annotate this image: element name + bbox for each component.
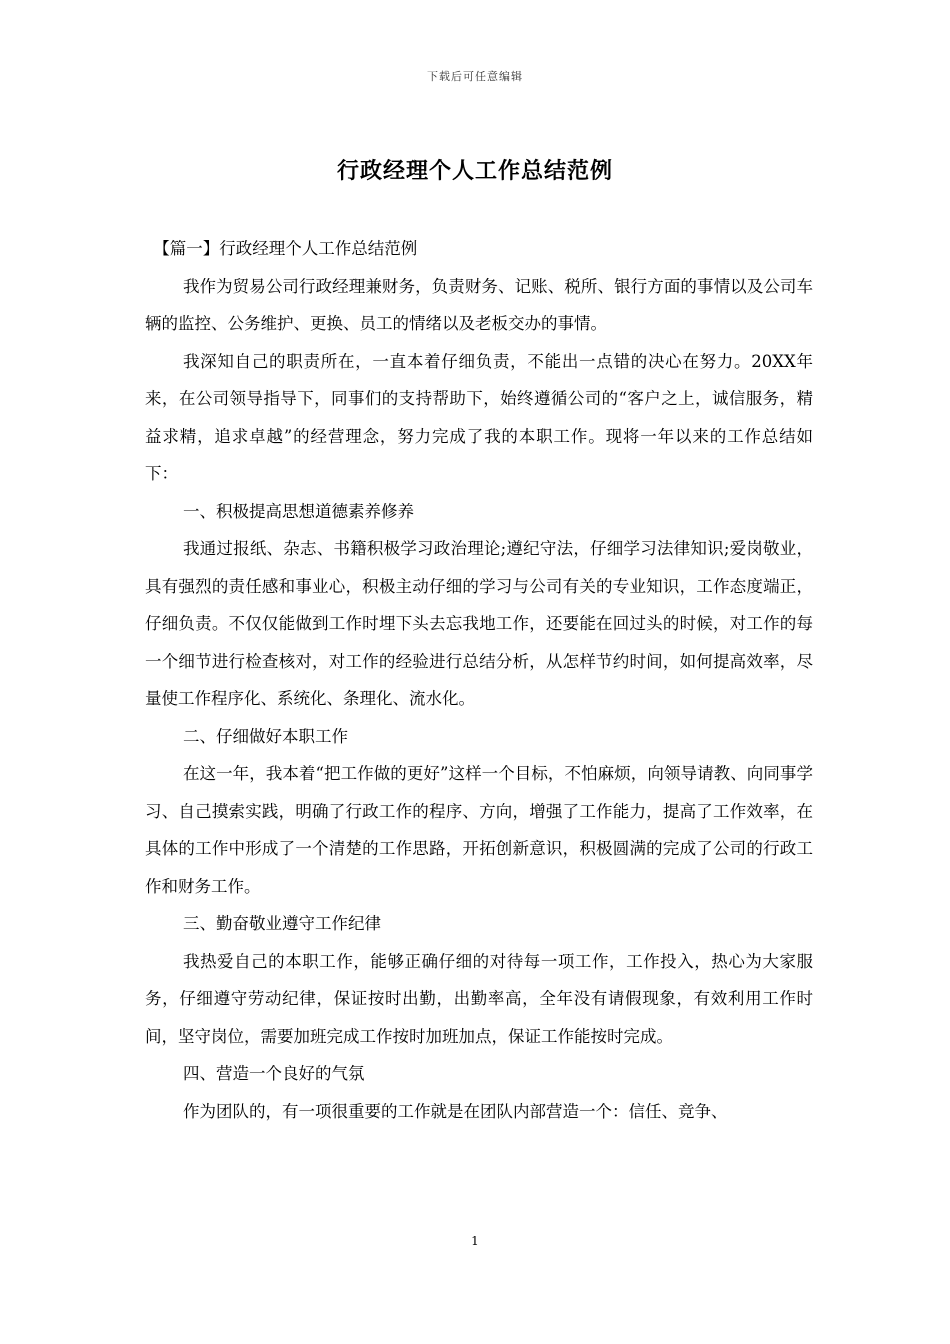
page-number: 1: [471, 1234, 479, 1248]
section-heading-4: 四、营造一个良好的气氛: [182, 1064, 365, 1083]
paragraph-intro: 我作为贸易公司行政经理兼财务，负责财务、记账、税所、银行方面的事情以及公司车辆的监控、公务维护、更换、员工的情绪以及老板交办的事情。: [145, 276, 813, 333]
section-heading-2: 二、仔细做好本职工作: [182, 726, 348, 746]
paragraph-section-2: 在这一年，我本着“把工作做的更好”这样一个目标，不怕麻烦，向领导请教、向同事学习、自己摸索实践，明确了行政工作的程序、方向，增强了工作能力，提高了工作效率，在具体的工作中形成了一个清楚的工作思路，开拓创新意识，积极圆满的完成了公司的行政工作和财务工作。: [145, 764, 813, 896]
section-heading-part-one: 【篇一】行政经理个人工作总结范例: [153, 239, 418, 258]
paragraph-overview: 我深知自己的职责所在，一直本着仔细负责，不能出一点错的决心在努力。20XX年来，在公司领导指导下，同事们的支持帮助下，始终遵循公司的“客户之上，诚信服务，精益求精，追求卓越”的经营理念，努力完成了我的本职工作。现将一年以来的工作总结如下：: [145, 351, 813, 483]
page-header-note: 下载后可任意编辑: [427, 70, 523, 83]
section-heading-1: 一、积极提高思想道德素养修养: [182, 501, 414, 521]
paragraph-section-1: 我通过报纸、杂志、书籍积极学习政治理论;遵纪守法，仔细学习法律知识;爱岗敬业，具有强烈的责任感和事业心，积极主动仔细的学习与公司有关的专业知识，工作态度端正，仔细负责。不仅仅能做到工作时埋下头去忘我地工作，还要能在回过头的时候，对工作的每一个细节进行检查核对，对工作的经验进行总结分析，从怎样节约时间，如何提高效率，尽量使工作程序化、系统化、条理化、流水化。: [145, 539, 813, 708]
document-body: [145, 230, 813, 1130]
section-heading-3: 三、勤奋敬业遵守工作纪律: [182, 914, 381, 933]
paragraph-section-4: 作为团队的，有一项很重要的工作就是在团队内部营造一个：信任、竞争、: [182, 1101, 728, 1121]
paragraph-section-3: 我热爱自己的本职工作，能够正确仔细的对待每一项工作，工作投入，热心为大家服务，仔细遵守劳动纪律，保证按时出勤，出勤率高，全年没有请假现象，有效利用工作时间，坚守岗位，需要加班完成工作按时加班加点，保证工作能按时完成。: [145, 951, 813, 1046]
document-title: 行政经理个人工作总结范例: [336, 158, 613, 184]
